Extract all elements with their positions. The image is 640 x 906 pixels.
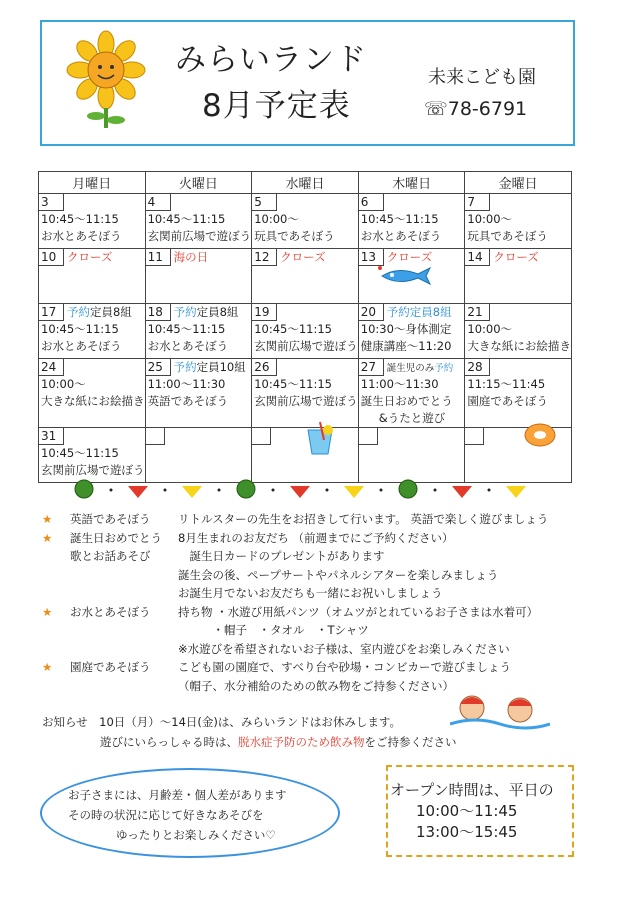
- day-heading: クローズ: [280, 250, 326, 264]
- day-number: 4: [146, 194, 171, 211]
- reserve-label: 予約: [173, 305, 197, 319]
- notice-line2b: 脱水症予防のため飲み物: [238, 735, 365, 749]
- event-line: 玄関前広場で遊ぼう: [41, 463, 145, 477]
- day-cell: [358, 359, 465, 428]
- event-line: 玩具であそぼう: [254, 229, 335, 243]
- day-number: 18: [146, 304, 171, 321]
- day-cell: [465, 194, 572, 249]
- org-name: 未来こども園: [428, 67, 536, 88]
- weekday-header: 金曜日: [465, 172, 572, 194]
- day-number: 21: [465, 304, 490, 321]
- day-cell: [39, 304, 146, 359]
- note-row: [42, 658, 602, 677]
- event-line: 10:00～: [467, 212, 513, 226]
- reserve-label: 予約: [173, 360, 197, 374]
- note-label: 園庭であそぼう: [70, 660, 151, 674]
- note-text: こども園の園庭で、すべり台や砂場・コンビカーで遊びましょう: [178, 660, 512, 674]
- note-row: [42, 640, 602, 659]
- day-heading: クローズ: [67, 250, 113, 264]
- day-heading: 定員10組: [196, 360, 246, 374]
- day-number: 10: [39, 249, 64, 266]
- day-number: 19: [252, 304, 277, 321]
- sunflower-icon: [66, 30, 146, 130]
- day-number: 26: [252, 359, 277, 376]
- event-line: 大きな紙にお絵描き: [41, 394, 145, 408]
- weekday-header: 火曜日: [145, 172, 252, 194]
- day-number: 3: [39, 194, 64, 211]
- star-icon: ★: [42, 512, 53, 526]
- event-line: &うたと遊び: [378, 411, 446, 425]
- day-heading: クローズ: [386, 250, 433, 264]
- note-text: ※水遊びを希望されないお子様は、室内遊びをお楽しみください: [178, 641, 510, 656]
- yellow-melon-slice-icon: [506, 486, 526, 498]
- note-row: [42, 603, 602, 622]
- note-row: [42, 547, 602, 566]
- event-line: 10:00～: [41, 377, 86, 391]
- event-line: 10:00～: [467, 322, 513, 336]
- swim-ring-icon: [522, 420, 558, 450]
- reserve-label: 予約: [67, 305, 90, 319]
- day-heading: 誕生児のみ: [386, 363, 435, 374]
- day-number: 31: [39, 428, 64, 445]
- day-heading: 海の日: [173, 250, 209, 264]
- watermelon-icon: [75, 480, 93, 498]
- notes-section: [42, 510, 602, 695]
- day-heading: 定員8組: [196, 305, 239, 319]
- day-cell: [358, 194, 465, 249]
- day-cell: [252, 359, 359, 428]
- note-label: 歌とお話あそび: [70, 549, 151, 563]
- note-text: お誕生月でないお友だちも一緒にお祝いしましょう: [178, 586, 443, 600]
- note-text: 誕生日カードのプレゼントがあります: [178, 549, 385, 563]
- seed-dot: [272, 489, 275, 492]
- week-row: [39, 194, 572, 249]
- day-cell: [465, 249, 572, 304]
- day-cell: [252, 194, 359, 249]
- day-cell: [145, 304, 252, 359]
- koinobori-fish-icon: [378, 264, 438, 288]
- event-line: 10:45～11:15: [254, 377, 332, 391]
- day-cell: [145, 359, 252, 428]
- watermelon-slice-icon: [290, 486, 310, 498]
- note-row: [42, 584, 602, 603]
- day-cell: [252, 304, 359, 359]
- note-text: 誕生会の後、ペープサートやパネルシアターを楽しみましょう: [178, 567, 499, 582]
- note-label: 誕生日おめでとう: [70, 530, 162, 545]
- star-icon: ★: [42, 660, 53, 674]
- yellow-melon-slice-icon: [344, 486, 364, 498]
- reserve-label: 予約: [434, 363, 454, 374]
- event-line: 11:00～11:30: [147, 377, 226, 391]
- day-number: 14: [465, 249, 490, 266]
- day-number-blank: [465, 428, 484, 445]
- day-cell: [39, 194, 146, 249]
- yellow-melon-slice-icon: [182, 486, 202, 498]
- event-line: 10:45～11:15: [41, 212, 119, 226]
- day-cell: [358, 428, 465, 483]
- day-number: 7: [465, 194, 490, 211]
- day-number: 6: [359, 194, 384, 211]
- advice-line: お子さまには、月齢差・個人差があります: [68, 788, 287, 802]
- event-line: 玄関前広場で遊ぼう: [254, 339, 358, 353]
- day-cell: [39, 249, 146, 304]
- event-line: 大きな紙にお絵描き: [467, 339, 571, 353]
- day-number-blank: [146, 428, 165, 445]
- day-number: 13: [359, 249, 384, 266]
- phone-number: ☏78-6791: [424, 98, 528, 120]
- notice-label: お知らせ: [42, 715, 88, 729]
- notice-line1: 10日（月）～14日(金)は、みらいランドはお休みします。: [99, 715, 401, 729]
- event-line: 11:15～11:45: [467, 377, 546, 391]
- event-line: 誕生日おめでとう: [360, 394, 453, 408]
- notice-line2c: をご持参ください: [364, 735, 457, 749]
- event-line: お水とあそぼう: [360, 229, 442, 243]
- open-hours-am: 10:00～11:45: [416, 802, 518, 820]
- watermelon-slice-icon: [128, 486, 148, 498]
- day-cell: [39, 359, 146, 428]
- page-subtitle: 8月予定表: [202, 88, 351, 124]
- advice-line: その時の状況に応じて好きなあそびを: [68, 808, 264, 822]
- day-number: 28: [465, 359, 490, 376]
- day-number-blank: [252, 428, 271, 445]
- seed-dot: [164, 489, 167, 492]
- watermelon-icon: [399, 480, 417, 498]
- open-hours-title: オープン時間は、平日の: [390, 781, 554, 799]
- drink-glass-icon: [300, 420, 340, 460]
- seed-dot: [218, 489, 221, 492]
- note-text: 持ち物 ・水遊び用紙パンツ（オムツがとれているお子さまは水着可）: [178, 604, 539, 619]
- weekday-header: 木曜日: [358, 172, 465, 194]
- event-line: 10:30～身体測定: [360, 322, 452, 336]
- event-line: 健康講座～11:20: [360, 339, 452, 353]
- event-line: 10:45～11:15: [254, 322, 332, 336]
- star-icon: ★: [42, 604, 53, 619]
- event-line: 玩具であそぼう: [467, 229, 548, 243]
- day-cell: [145, 194, 252, 249]
- event-line: お水とあそぼう: [41, 339, 122, 353]
- event-line: 10:45～11:15: [147, 212, 226, 226]
- weekday-header: 月曜日: [39, 172, 146, 194]
- seed-dot: [434, 489, 437, 492]
- note-text: 8月生まれのお友だち （前週までにご予約ください）: [178, 530, 454, 545]
- event-line: 10:45～11:15: [147, 322, 226, 336]
- day-cell: [465, 304, 572, 359]
- event-line: 11:00～11:30: [360, 377, 439, 391]
- advice-line: ゆったりとお楽しみください♡: [116, 828, 276, 842]
- watermelon-icon: [237, 480, 255, 498]
- day-number: 27: [359, 359, 384, 376]
- advice-text: [68, 785, 287, 845]
- fruit-divider: [70, 478, 540, 504]
- event-line: 園庭であそぼう: [467, 394, 548, 408]
- watermelon-slice-icon: [452, 486, 472, 498]
- reserve-label: 予約定員8組: [386, 305, 452, 319]
- day-cell: [252, 249, 359, 304]
- day-number: 25: [146, 359, 171, 376]
- day-number: 12: [252, 249, 277, 266]
- day-cell: [358, 304, 465, 359]
- event-line: 10:00～: [254, 212, 299, 226]
- seed-dot: [488, 489, 491, 492]
- day-cell: [145, 249, 252, 304]
- note-row: [42, 621, 602, 640]
- note-row: [42, 566, 602, 585]
- event-line: 10:45～11:15: [41, 322, 119, 336]
- day-cell: [39, 428, 146, 483]
- event-line: お水とあそぼう: [41, 229, 122, 243]
- day-number: 11: [146, 249, 171, 266]
- notice-line2a: 遊びにいらっしゃる時は、: [100, 735, 238, 749]
- day-number: 24: [39, 359, 64, 376]
- day-number: 17: [39, 304, 64, 321]
- note-text: リトルスターの先生をお招きして行います。 英語で楽しく遊びましょう: [178, 512, 549, 526]
- notice-section: [42, 712, 457, 752]
- event-line: 玄関前広場で遊ぼう: [254, 394, 358, 408]
- open-hours-pm: 13:00～15:45: [416, 823, 518, 841]
- weekday-header: 水曜日: [252, 172, 359, 194]
- seed-dot: [326, 489, 329, 492]
- note-label: 英語であそぼう: [70, 512, 151, 526]
- event-line: 10:45～11:15: [41, 446, 119, 460]
- week-row: [39, 304, 572, 359]
- note-text: ・帽子 ・タオル ・Tシャツ: [178, 623, 369, 637]
- star-icon: ★: [42, 530, 53, 545]
- event-line: 10:45～11:15: [360, 212, 439, 226]
- week-row: [39, 249, 572, 304]
- seed-dot: [380, 489, 383, 492]
- event-line: 玄関前広場で遊ぼう: [147, 229, 252, 243]
- seed-dot: [110, 489, 113, 492]
- event-line: 英語であそぼう: [147, 394, 229, 408]
- note-label: お水とあそぼう: [70, 604, 151, 619]
- note-row: [42, 510, 602, 529]
- note-row: [42, 529, 602, 548]
- day-number-blank: [359, 428, 378, 445]
- open-hours-text: [390, 780, 554, 843]
- note-text: （帽子、水分補給のための飲み物をご持参ください）: [178, 678, 454, 693]
- day-number: 20: [359, 304, 384, 321]
- day-cell: [145, 428, 252, 483]
- page-title: みらいランド: [175, 42, 367, 78]
- day-cell: [465, 359, 572, 428]
- event-line: お水とあそぼう: [147, 339, 229, 353]
- swimming-kids-icon: [450, 688, 550, 736]
- day-number: 5: [252, 194, 277, 211]
- day-heading: 定員8組: [90, 305, 132, 319]
- day-heading: クローズ: [493, 250, 539, 264]
- week-row: [39, 359, 572, 428]
